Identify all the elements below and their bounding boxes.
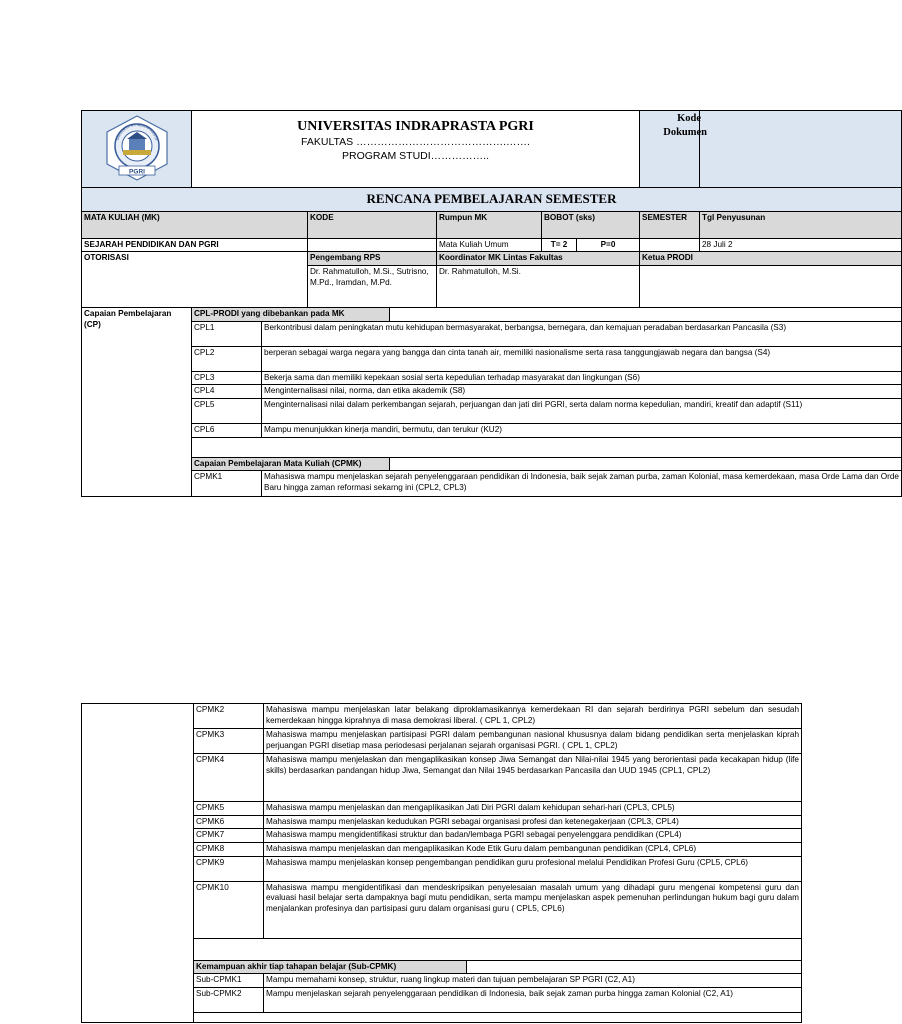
pengembang-names: Dr. Rahmatulloh, M.Si., Sutrisno, M.Pd., Iramdan, M.Pd. [308,265,437,307]
cpmk-text: Mahasiswa mampu menjelaskan kedudukan PGRI sebagai organisasi profesi dan ketenegakerjaan (CPL3, CPL4) [264,815,802,829]
doc-code-label: Kode [677,113,701,124]
cpmk-code: CPMK10 [194,881,264,938]
cpmk-code: CPMK8 [194,842,264,856]
sub-cpmk-code: Sub-CPMK2 [194,987,264,1012]
sub-cpmk-heading: Kemampuan akhir tiap tahapan belajar (Sub-CPMK) [194,961,467,974]
mk-heading: MATA KULIAH (MK) [82,211,308,238]
cpl-code: CPL6 [192,423,262,437]
cpl-text: Berkontribusi dalam peningkatan mutu kehidupan bermasyarakat, berbangsa, bernegara, dan kemajuan peradaban berdasarkan Pancasila (S3) [262,321,902,346]
cpmk-text: Mahasiswa mampu menjelaskan dan mengaplikasikan Kode Etik Guru dalam pembangunan pendidikan (CPL4, CPL6) [264,842,802,856]
doc-label: Dokumen [663,126,707,138]
pengembang-heading: Pengembang RPS [308,252,437,266]
cpl-text: Bekerja sama dan memiliki kepekaan sosial serta kepedulian terhadap masyarakat dan lingkungan (S6) [262,371,902,385]
cp-label: Capaian Pembelajaran (CP) [82,307,192,496]
logo-text: PGRI [128,168,145,176]
semester-heading: SEMESTER [640,211,700,238]
cpl-text: Mampu menunjukkan kinerja mandiri, bermutu, dan terukur (KU2) [262,423,902,437]
faculty-line: FAKULTAS …………………………………….……. [301,136,530,149]
cpmk-code: CPMK5 [194,802,264,816]
cpmk-code: CPMK9 [194,856,264,881]
ketua-heading: Ketua PRODI [640,252,902,266]
cpmk-text: Mahasiswa mampu mengidentifikasi struktur dan badan/lembaga PGRI sebagai penyelenggara pendidikan (CPL4) [264,829,802,843]
cpmk-text: Mahasiswa mampu menjelaskan konsep pengembangan pendidikan guru profesional melalui Pendidikan Profesi Guru (CPL5, CPL6) [264,856,802,881]
svg-text:UNIVERSITAS INDRAPRASTA: UNIVERSITAS INDRAPRASTA [115,122,158,141]
cpl-text: Menginternalisasi nilai, norma, dan etika akademik (S8) [262,385,902,399]
koordinator-name: Dr. Rahmatulloh, M.Si. [437,265,640,307]
tgl-heading: Tgl Penyusunan [700,211,902,238]
rps-table-page1 [81,110,902,497]
cpmk-code: CPMK4 [194,754,264,802]
cpl-heading: CPL-PRODI yang dibebankan pada MK [192,307,390,321]
koordinator-heading: Koordinator MK Lintas Fakultas [437,252,640,266]
cpl-code: CPL5 [192,398,262,423]
cpmk-text: Mahasiswa mampu menjelaskan partisipasi PGRI dalam pembangunan nasional khususnya dalam bidang pendidikan serta menjelaskan kiprah perjuangan PGRI disetiap masa periodesasi perjalanan sejarah organisasi PGRI. ( CPL 1, CPL2) [264,729,802,754]
program-line: PROGRAM STUDI…………….. [341,149,489,162]
cpmk-text: Mahasiswa mampu menjelaskan sejarah penyelenggaraan pendidikan di Indonesia, baik sejak zaman purba, zaman Kolonial, masa kemerdekaan, masa Orde Lama dan Orde Baru hingga zaman reformasi sekarng ini (CPL2, CPL3) [262,471,902,497]
cpmk-code: CPMK2 [194,704,264,729]
bobot-heading: BOBOT (sks) [542,211,640,238]
sub-cpmk-text: Mampu menjelaskan sejarah penyelenggaraan pendidikan di Indonesia, baik sejak zaman purba hingga zaman Kolonial (C2, A1) [264,987,802,1012]
course-rumpun: Mata Kuliah Umum [437,238,542,252]
doc-code-cell [640,111,707,188]
cpmk-text: Mahasiswa mampu menjelaskan dan mengaplikasikan Jati Diri PGRI dalam kehidupan sehari-hari (CPL3, CPL5) [264,802,802,816]
university-name: UNIVERSITAS INDRAPRASTA PGRI [297,119,534,134]
rumpun-heading: Rumpun MK [437,211,542,238]
cpl-code: CPL3 [192,371,262,385]
course-date: 28 Juli 2 [700,238,902,252]
cpl-code: CPL2 [192,346,262,371]
cpmk-code: CPMK7 [194,829,264,843]
course-semester [640,238,700,252]
cpl-text: berperan sebagai warga negara yang bangga dan cinta tanah air, memiliki nasionalisme serta rasa tanggungjawab negara dan bangsa (S4) [262,346,902,371]
cpmk-code: CPMK3 [194,729,264,754]
rps-title: RENCANA PEMBELAJARAN SEMESTER [82,187,902,211]
sub-cpmk-text: Mampu memahami konsep, struktur, ruang lingkup materi dan tujuan pembelajaran SP PGRI (C2, A1) [264,974,802,988]
cpl-text: Menginternalisasi nilai dalam perkembangan sejarah, perjuangan dan jati diri PGRI, serta dalam norma kepedulian, mandiri, kreatif dan adaptif (S11) [262,398,902,423]
cpmk-text: Mahasiswa mampu menjelaskan latar belakang diproklamasikannya kemerdekaan RI dan sejarah berdirinya PGRI sebelum dan sesudah kemerdekaan hingga kiprahnya di masa demokrasi liberal. ( CPL 1, CPL2) [264,704,802,729]
cpl-code: CPL1 [192,321,262,346]
rps-table-page2 [81,703,802,1023]
bobot-p: P=0 [577,238,640,252]
course-code [308,238,437,252]
sub-cpmk-code: Sub-CPMK1 [194,974,264,988]
university-header [192,111,640,188]
course-name: SEJARAH PENDIDIKAN DAN PGRI [82,238,308,252]
cpmk-code: CPMK1 [192,471,262,497]
kode-heading: KODE [308,211,437,238]
cpmk-text: Mahasiswa mampu menjelaskan dan mengaplikasikan konsep Jiwa Semangat dan Nilai-nilai 1945 yang berorientasi pada kecakapan hidup (life skills) berdasarkan pandangan hidup Jiwa, Semangat dan Nilai 1945 berdasarkan Pancasila dan UUD 1945 (CPL1, CPL2) [264,754,802,802]
cpmk-heading: Capaian Pembelajaran Mata Kuliah (CPMK) [192,457,390,471]
cpl-code: CPL4 [192,385,262,399]
cpmk-code: CPMK6 [194,815,264,829]
otorisasi-label: OTORISASI [82,252,308,308]
logo-cell [82,111,192,188]
cpmk-text: Mahasiswa mampu mengidentifikasi dan mendeskripsikan penyelesaian masalah umum yang dihadapi guru mengenai kompetensi guru dan evaluasi hasil belajar serta dampaknya bagi mutu pendidikan, serta mampu menjelaskan aspek pemenuhan perlindungan hukum bagi guru dalam menjalankan profesinya dan partisipasi guru dalam organisasi guru ( CPL5, CPL6) [264,881,802,938]
university-logo [101,114,173,186]
bobot-t: T= 2 [542,238,577,252]
